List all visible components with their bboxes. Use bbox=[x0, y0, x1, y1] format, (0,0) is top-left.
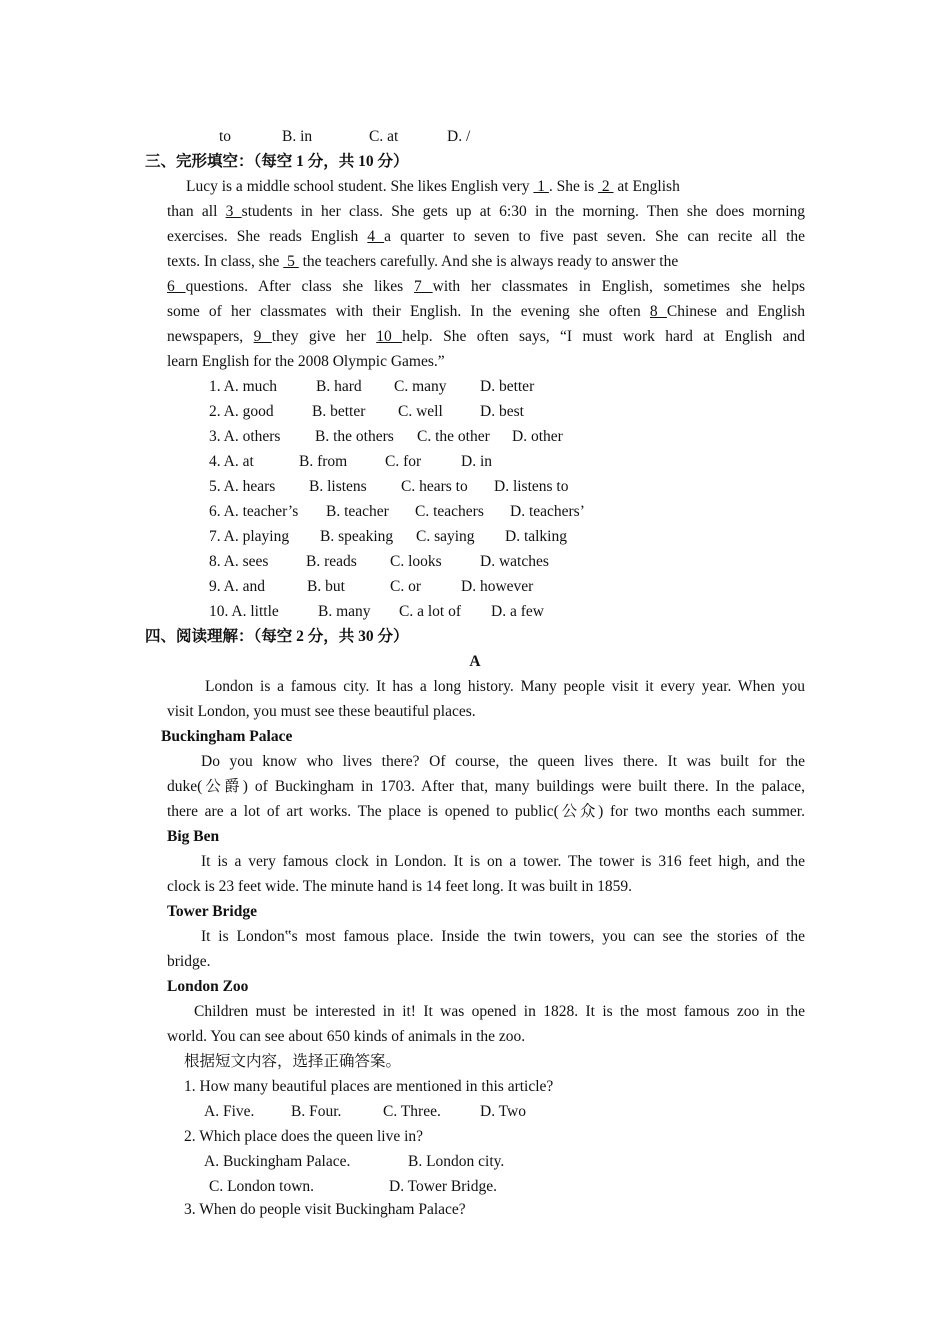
q-option: B. hard bbox=[316, 378, 362, 395]
answer-option: B. Four. bbox=[291, 1103, 342, 1120]
intro-line-1: London is a famous city. It has a long history. Many people visit it every year. When you bbox=[205, 678, 805, 695]
cloze-line-2: than all 3 students in her class. She gets up at 6:30 in the morning. Then she does morning bbox=[167, 203, 805, 220]
place-text: It is a very famous clock in London. It is on a tower. The tower is 316 feet high, and the bbox=[201, 853, 805, 870]
q-option: D. in bbox=[461, 453, 492, 470]
cloze-line-3: exercises. She reads English 4 a quarter to seven to five past seven. She can recite all the bbox=[167, 228, 806, 245]
question-1: 1. How many beautiful places are mentioned in this article? bbox=[184, 1078, 554, 1095]
q-option: C. well bbox=[398, 403, 443, 420]
q-option: B. reads bbox=[306, 553, 357, 570]
option-a: to bbox=[219, 128, 232, 145]
place-text: It is London‟s most famous place. Inside the twin towers, you can see the stories of the bbox=[201, 928, 805, 945]
section3-heading: 三、完形填空：（每空 1 分，共 10 分） bbox=[145, 153, 409, 170]
cloze-line-4: texts. In class, she 5 the teachers carefully. And she is always ready to answer the bbox=[167, 253, 679, 270]
q-option: C. many bbox=[394, 378, 447, 395]
q-option: C. a lot of bbox=[399, 603, 461, 620]
place-text: Children must be interested in it! It was opened in 1828. It is the most famous zoo in the bbox=[194, 1003, 805, 1020]
q-option: C. teachers bbox=[415, 503, 484, 520]
q-option: C. for bbox=[385, 453, 422, 470]
place-title: Buckingham Palace bbox=[161, 728, 293, 745]
answer-option: C. London town. bbox=[209, 1178, 315, 1195]
q-stem: 3. A. others bbox=[209, 428, 281, 445]
cloze-line-7: newspapers, 9 they give her 10 help. She often says, “I must work hard at English and bbox=[167, 328, 806, 345]
q-option: B. many bbox=[318, 603, 371, 620]
place-title: Big Ben bbox=[167, 828, 220, 845]
q-option: B. but bbox=[307, 578, 345, 595]
q-option: B. the others bbox=[315, 428, 394, 445]
q-stem: 2. A. good bbox=[209, 403, 274, 420]
q-stem: 7. A. playing bbox=[209, 528, 290, 545]
q-stem: 1. A. much bbox=[209, 378, 278, 395]
instruction: 根据短文内容，选择正确答案。 bbox=[184, 1053, 402, 1070]
q-stem: 10. A. little bbox=[209, 603, 279, 620]
intro-line-2: visit London, you must see these beautiful places. bbox=[167, 703, 476, 720]
cloze-line-6: some of her classmates with their English. In the evening she often 8 Chinese and English bbox=[167, 303, 806, 320]
place-text: clock is 23 feet wide. The minute hand is 14 feet long. It was built in 1859. bbox=[167, 878, 633, 895]
place-text: bridge. bbox=[167, 953, 211, 970]
place-text: Do you know who lives there? Of course, the queen lives there. It was built for the bbox=[201, 753, 805, 770]
q-option: B. better bbox=[312, 403, 366, 420]
q-stem: 8. A. sees bbox=[209, 553, 269, 570]
q-option: C. saying bbox=[416, 528, 475, 545]
q-option: B. from bbox=[299, 453, 348, 470]
q-option: D. a few bbox=[491, 603, 544, 620]
place-title: Tower Bridge bbox=[167, 903, 257, 920]
cloze-line-8: learn English for the 2008 Olympic Games.” bbox=[167, 353, 445, 370]
answer-option: B. London city. bbox=[408, 1153, 505, 1170]
q-option: D. other bbox=[512, 428, 563, 445]
q-option: D. listens to bbox=[494, 478, 569, 495]
q-stem: 4. A. at bbox=[209, 453, 254, 470]
place-text: duke(公爵) of Buckingham in 1703. After that, many buildings were built there. In the palace, bbox=[167, 778, 805, 795]
section4-heading: 四、阅读理解：（每空 2 分，共 30 分） bbox=[145, 628, 409, 645]
q-option: C. hears to bbox=[401, 478, 468, 495]
place-text: there are a lot of art works. The place is opened to public(公众) for two months each summer. bbox=[167, 803, 805, 820]
place-title: London Zoo bbox=[167, 978, 249, 995]
q-stem: 6. A. teacher’s bbox=[209, 503, 299, 520]
answer-option: A. Five. bbox=[204, 1103, 255, 1120]
q-option: D. however bbox=[461, 578, 534, 595]
q-option: D. talking bbox=[505, 528, 567, 545]
cloze-line-5: 6 questions. After class she likes 7 with her classmates in English, sometimes she helps bbox=[167, 278, 805, 295]
answer-option: D. Two bbox=[480, 1103, 526, 1120]
q-stem: 5. A. hears bbox=[209, 478, 276, 495]
answer-option: C. Three. bbox=[383, 1103, 441, 1120]
question-2: 2. Which place does the queen live in? bbox=[184, 1128, 424, 1145]
answer-option: D. Tower Bridge. bbox=[389, 1178, 497, 1195]
option-b: B. in bbox=[282, 128, 313, 145]
q-option: B. listens bbox=[309, 478, 367, 495]
question-3: 3. When do people visit Buckingham Palace? bbox=[184, 1201, 466, 1218]
cloze-line-1: Lucy is a middle school student. She likes English very 1 . She is 2 at English bbox=[186, 178, 680, 195]
q-option: B. speaking bbox=[320, 528, 394, 545]
q-option: D. watches bbox=[480, 553, 549, 570]
q-option: C. looks bbox=[390, 553, 442, 570]
answer-option: A. Buckingham Palace. bbox=[204, 1153, 351, 1170]
part-label: A bbox=[469, 653, 481, 670]
option-c: C. at bbox=[369, 128, 399, 145]
q-option: D. best bbox=[480, 403, 524, 420]
q-option: D. teachers’ bbox=[510, 503, 585, 520]
q-option: B. teacher bbox=[326, 503, 389, 520]
q-stem: 9. A. and bbox=[209, 578, 265, 595]
q-option: D. better bbox=[480, 378, 535, 395]
option-d: D. / bbox=[447, 128, 471, 145]
place-text: world. You can see about 650 kinds of animals in the zoo. bbox=[167, 1028, 526, 1045]
q-option: C. the other bbox=[417, 428, 490, 445]
q-option: C. or bbox=[390, 578, 421, 595]
